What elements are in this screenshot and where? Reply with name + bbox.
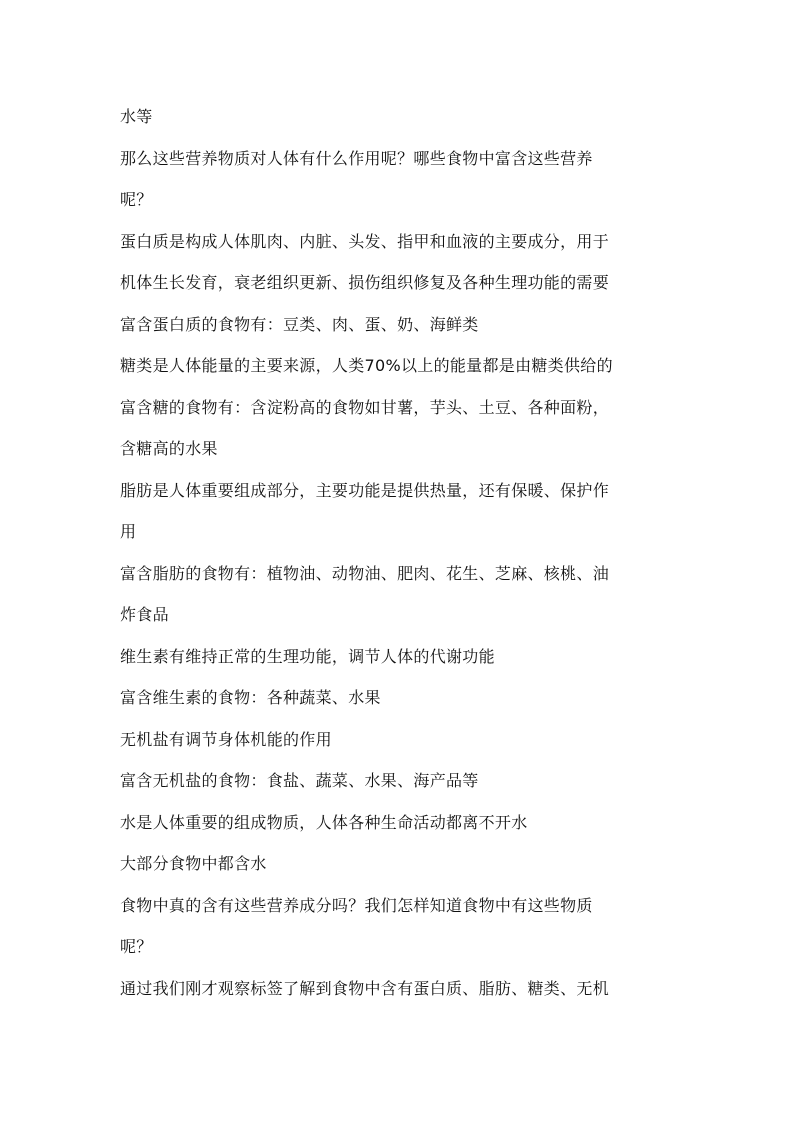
document-body <box>120 99 690 1012</box>
text-line: 含糖高的水果 <box>120 439 218 458</box>
text-line: 通过我们刚才观察标签了解到食物中含有蛋白质、脂肪、糖类、无机 <box>120 978 610 998</box>
text-line: 那么这些营养物质对人体有什么作用呢？哪些食物中富含这些营养 <box>120 148 593 168</box>
text-line: 富含维生素的食物：各种蔬菜、水果 <box>120 688 381 707</box>
text-line: 食物中真的含有这些营养成分吗？我们怎样知道食物中有这些物质 <box>120 895 593 915</box>
text-line: 水是人体重要的组成物质，人体各种生命活动都离不开水 <box>120 812 528 832</box>
text-line: 炸食品 <box>120 605 169 624</box>
text-line: 脂肪是人体重要组成部分，主要功能是提供热量，还有保暖、保护作 <box>120 480 610 500</box>
text-line: 维生素有维持正常的生理功能，调节人体的代谢功能 <box>120 646 495 666</box>
text-line: 呢？ <box>120 190 153 209</box>
text-line: 糖类是人体能量的主要来源，人类70%以上的能量都是由糖类供给的 <box>120 356 613 375</box>
text-line: 机体生长发育，衰老组织更新、损伤组织修复及各种生理功能的需要 <box>120 273 610 292</box>
text-line: 水等 <box>120 107 153 126</box>
text-line: 富含脂肪的食物有：植物油、动物油、肥肉、花生、芝麻、核桃、油 <box>120 563 610 583</box>
text-line: 富含蛋白质的食物有：豆类、肉、蛋、奶、海鲜类 <box>120 314 479 334</box>
text-line: 富含糖的食物有：含淀粉高的食物如甘薯，芋头、土豆、各种面粉， <box>120 397 610 417</box>
text-line: 大部分食物中都含水 <box>120 854 267 873</box>
text-line: 无机盐有调节身体机能的作用 <box>120 729 332 749</box>
text-line: 蛋白质是构成人体肌肉、内脏、头发、指甲和血液的主要成分，用于 <box>120 231 610 251</box>
text-line: 用 <box>120 522 137 541</box>
text-line: 富含无机盐的食物：食盐、蔬菜、水果、海产品等 <box>120 771 479 790</box>
text-line: 呢？ <box>120 937 153 956</box>
